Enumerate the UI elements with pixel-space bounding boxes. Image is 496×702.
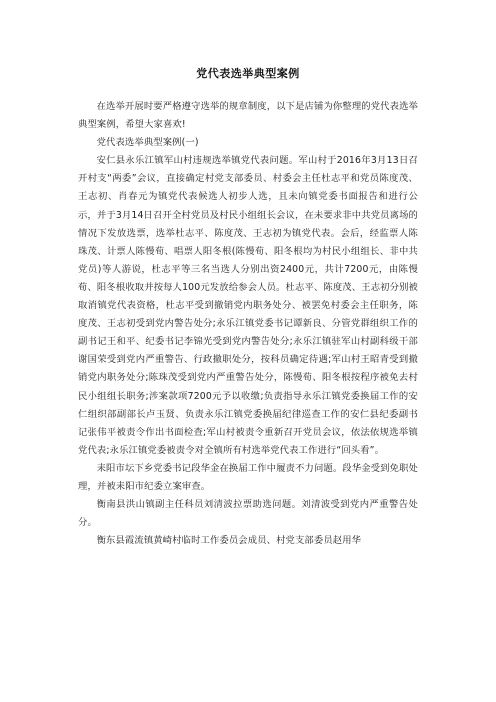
document-title: 党代表选举典型案例 (196, 67, 300, 80)
case-paragraph-leiyang: 耒阳市坛下乡党委书记段华金在换届工作中履责不力问题。段华金受到免职处理，并被耒阳市纪委立案审查。 (78, 462, 418, 492)
case-paragraph-anren: 安仁县永乐江镇军山村违规选举镇党代表问题。军山村于2016年3月13日召开村支“两委”会议，直接确定村党支部委员、村委会主任杜志平和党员陈度茂、王志初、肖春元为镇党代表候选人初步人选，且未向镇党委书面报告和进行公示，并于3月14日召开全村党员及村民小组组长会议，在未要求非中共党员离场的情况下发放选票，选举杜志平、陈度茂、王志初为镇党代表。会后，经监票人陈珠茂、计票人陈慢荀、唱票人阳冬根(陈慢荀、阳冬根均为村民小组组长、非中共党员)等人游说，杜志平等三名当选人分别出资2400元，共计7200元，由陈慢荀、阳冬根收取并按每人100元发放给参会人员。杜志平、陈度茂、王志初分别被取消镇党代表资格，杜志平受到撤销党内职务处分、被罢免村委会主任职务，陈度茂、王志初受到党内警告处分;永乐江镇党委书记谭新良、分管党群组织工作的副书记王和平、纪委书记李锦光受到党内警告处分;永乐江镇驻军山村副科级干部谢国荣受到党内严重警告、行政撤职处分，按科员确定待遇;军山村王昭青受到撤销党内职务处分;陈珠茂受到党内严重警告处分，陈慢荀、阳冬根按程序被免去村民小组组长职务;涉案款项7200元予以收缴;负责指导永乐江镇党委换届工作的安仁组织部副部长卢玉贤、负责永乐江镇党委换届纪律巡查工作的安仁县纪委副书记张伟平被责令作出书面检查;军山村被责令重新召开党员会议，依法依规选举镇党代表;永乐江镇党委被责令对全镇所有村选举党代表工作进行“回头看”。 (78, 155, 418, 456)
section-heading: 党代表选举典型案例(一) (96, 137, 199, 149)
case-paragraph-hengnan: 衡南县洪山镇副主任科员刘清波拉票助选问题。刘清波受到党内严重警告处分。 (78, 499, 418, 529)
intro-paragraph: 在选举开展时要严格遵守选举的规章制度，以下是店铺为你整理的党代表选举典型案例，希望大家喜欢! (78, 101, 418, 131)
case-paragraph-hengdong: 衡东县霞流镇黄崎村临时工作委员会成员、村党支部委员赵用华 (96, 535, 362, 547)
document-body (78, 98, 418, 550)
